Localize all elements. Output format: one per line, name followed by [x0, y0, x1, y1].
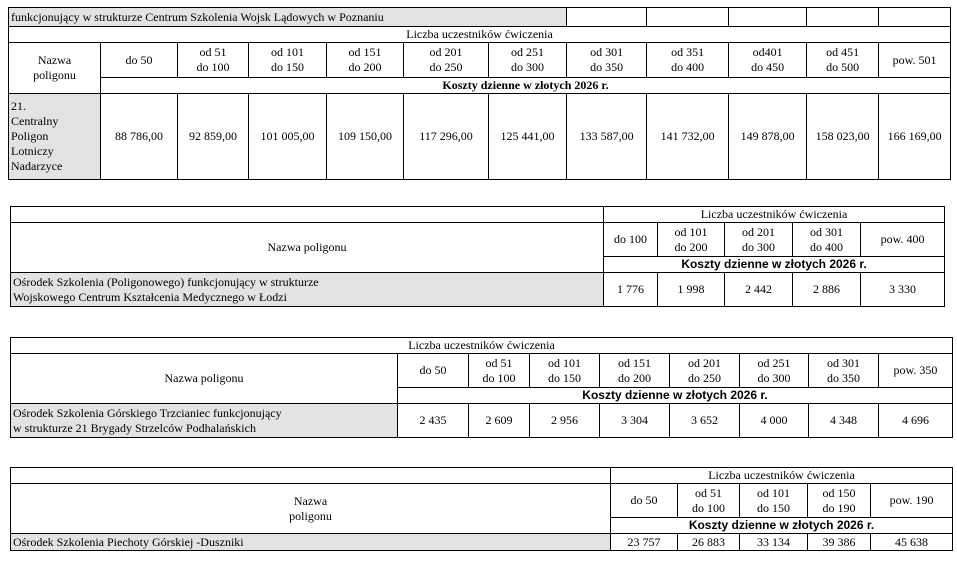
- column-header: do 50: [101, 43, 178, 78]
- cost-value: 3 652: [670, 404, 740, 438]
- cost-value: 88 786,00: [101, 94, 178, 180]
- cost-value: 33 134: [740, 534, 808, 551]
- column-header: do 50: [611, 484, 678, 518]
- column-header: od 351 do 400: [647, 43, 729, 78]
- cost-value: 23 757: [611, 534, 678, 551]
- cost-value: 45 638: [871, 534, 953, 551]
- column-header: od 51 do 100: [178, 43, 249, 78]
- column-header: od 101 do 150: [530, 354, 600, 388]
- participants-header: Liczba uczestników ćwiczenia: [604, 207, 945, 223]
- blank-cell: [11, 468, 611, 484]
- column-header: od 151 do 200: [327, 43, 404, 78]
- cost-value: 117 296,00: [404, 94, 489, 180]
- column-header: od 201 do 250: [670, 354, 740, 388]
- name-header: Nazwa poligonu: [9, 43, 101, 94]
- column-header: pow. 190: [871, 484, 953, 518]
- blank-cell: [11, 207, 604, 223]
- column-header: od 251 do 300: [489, 43, 567, 78]
- column-header: pow. 501: [879, 43, 951, 78]
- cost-value: 125 441,00: [489, 94, 567, 180]
- cost-value: 2 886: [793, 273, 861, 307]
- column-header: od 201 do 300: [725, 223, 793, 257]
- table-wckm: [10, 206, 945, 307]
- column-header: od 201 do 250: [404, 43, 489, 78]
- costs-header: Koszty dzienne w złotych 2026 r.: [611, 518, 953, 534]
- table-trzcianiec: [10, 337, 953, 438]
- cost-value: 141 732,00: [647, 94, 729, 180]
- cost-value: 92 859,00: [178, 94, 249, 180]
- polygon-name: Ośrodek Szkolenia Górskiego Trzcianiec funkcjonujący w strukturze 21 Brygady Strzelców Podhalańskich: [11, 404, 398, 438]
- cost-value: 4 348: [809, 404, 879, 438]
- cost-value: 4 000: [740, 404, 809, 438]
- cost-value: 1 998: [658, 273, 725, 307]
- polygon-name: Ośrodek Szkolenia (Poligonowego) funkcjonujący w strukturze Wojskowego Centrum Kształcenia Medycznego w Łodzi: [11, 273, 604, 307]
- blank-cell: [647, 8, 729, 27]
- cost-value: 26 883: [678, 534, 740, 551]
- column-header: od 301 do 350: [567, 43, 647, 78]
- table-duszniki: [10, 467, 953, 551]
- cost-value: 101 005,00: [249, 94, 327, 180]
- cost-value: 39 386: [808, 534, 871, 551]
- cost-value: 109 150,00: [327, 94, 404, 180]
- column-header: do 50: [398, 354, 469, 388]
- polygon-name: 21. Centralny Poligon Lotniczy Nadarzyce: [9, 94, 101, 180]
- column-header: od 451 do 500: [807, 43, 879, 78]
- column-header: od 301 do 400: [793, 223, 861, 257]
- costs-header: Koszty dzienne w złotych 2026 r.: [398, 388, 953, 404]
- column-header: od 51 do 100: [469, 354, 530, 388]
- column-header: do 100: [604, 223, 658, 257]
- participants-header: Liczba uczestników ćwiczenia: [11, 338, 953, 354]
- column-header: od 101 do 200: [658, 223, 725, 257]
- cost-value: 4 696: [879, 404, 953, 438]
- cost-value: 133 587,00: [567, 94, 647, 180]
- cost-value: 3 330: [861, 273, 945, 307]
- column-header: od 51 do 100: [678, 484, 740, 518]
- column-header: od401 do 450: [729, 43, 807, 78]
- blank-cell: [879, 8, 951, 27]
- column-header: od 301 do 350: [809, 354, 879, 388]
- top-polygon-name: funkcjonujący w strukturze Centrum Szkolenia Wojsk Lądowych w Poznaniu: [9, 8, 567, 27]
- cost-value: 149 878,00: [729, 94, 807, 180]
- cost-value: 2 435: [398, 404, 469, 438]
- cost-value: 2 609: [469, 404, 530, 438]
- blank-cell: [807, 8, 879, 27]
- participants-header: Liczba uczestników ćwiczenia: [611, 468, 953, 484]
- blank-cell: [729, 8, 807, 27]
- column-header: pow. 400: [861, 223, 945, 257]
- column-header: od 150 do 190: [808, 484, 871, 518]
- cost-value: 1 776: [604, 273, 658, 307]
- table-cszwl: [8, 7, 951, 180]
- cost-value: 2 956: [530, 404, 600, 438]
- cost-value: 166 169,00: [879, 94, 951, 180]
- costs-header: Koszty dzienne w złotych 2026 r.: [604, 257, 945, 273]
- name-header: Nazwa poligonu: [11, 223, 604, 273]
- costs-header: Koszty dzienne w złotych 2026 r.: [101, 78, 951, 94]
- polygon-name: Ośrodek Szkolenia Piechoty Górskiej -Duszniki: [11, 534, 611, 551]
- column-header: od 151 do 200: [600, 354, 670, 388]
- cost-value: 3 304: [600, 404, 670, 438]
- cost-value: 158 023,00: [807, 94, 879, 180]
- name-header: Nazwa poligonu: [11, 484, 611, 534]
- column-header: od 101 do 150: [740, 484, 808, 518]
- column-header: od 251 do 300: [740, 354, 809, 388]
- column-header: od 101 do 150: [249, 43, 327, 78]
- column-header: pow. 350: [879, 354, 953, 388]
- cost-value: 2 442: [725, 273, 793, 307]
- participants-header: Liczba uczestników ćwiczenia: [9, 27, 951, 43]
- blank-cell: [567, 8, 647, 27]
- name-header: Nazwa poligonu: [11, 354, 398, 404]
